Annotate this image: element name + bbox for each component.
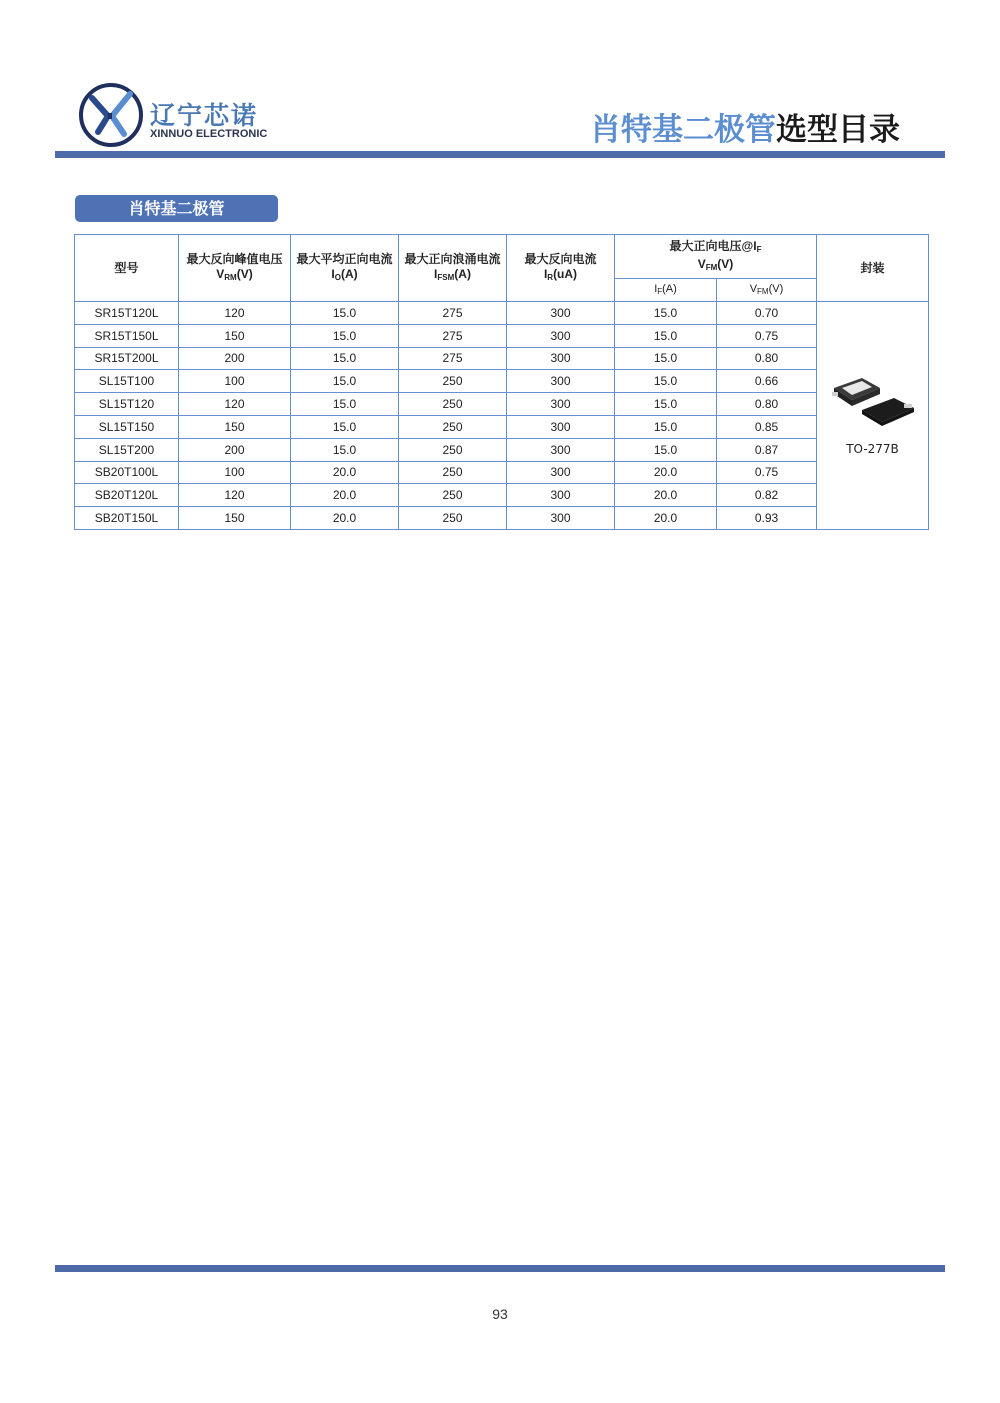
cell-model: SB20T120L <box>75 484 179 507</box>
cell-ifsm: 250 <box>399 393 507 416</box>
cell-ir: 300 <box>507 370 615 393</box>
header-if-sub: F <box>657 286 663 296</box>
header-vrrm <box>179 235 291 302</box>
cell-if: 15.0 <box>615 370 717 393</box>
header-ifsm-label: 最大正向浪涌电流 <box>404 251 501 266</box>
header-if-column <box>615 279 717 302</box>
cell-if: 20.0 <box>615 507 717 530</box>
header-vrrm-unit <box>179 267 290 285</box>
cell-ir: 300 <box>507 484 615 507</box>
table-row <box>75 415 929 438</box>
spec-table <box>74 234 929 530</box>
page-number: 93 <box>492 1306 508 1322</box>
header-vf-label <box>615 239 816 257</box>
header-vf-sub: FM <box>705 262 718 272</box>
header-ir <box>507 235 615 302</box>
header-io-unit <box>291 267 398 285</box>
cell-if: 15.0 <box>615 347 717 370</box>
cell-io: 15.0 <box>291 347 399 370</box>
brand-name-en: XINNUO ELECTRONIC <box>150 128 268 140</box>
header-vrrm-sub: RM <box>224 272 237 282</box>
header-ir-label: 最大反向电流 <box>524 251 597 266</box>
section-tab: 肖特基二极管 <box>75 195 278 222</box>
header-vf-symbol: V <box>697 256 706 271</box>
header-vfm-sub: FM <box>757 286 769 296</box>
header-divider <box>55 151 945 158</box>
cell-ir: 300 <box>507 438 615 461</box>
header-package: 封装 <box>817 235 929 302</box>
cell-model: SL15T100 <box>75 370 179 393</box>
header-ifsm-sub: FSM <box>437 272 455 282</box>
cell-ir: 300 <box>507 302 615 325</box>
table-row <box>75 484 929 507</box>
header-io-label: 最大平均正向电流 <box>296 251 393 266</box>
cell-vfm: 0.66 <box>717 370 817 393</box>
brand-name-cn: 辽宁芯诺 <box>150 101 259 130</box>
cell-vrrm: 200 <box>179 347 291 370</box>
cell-ir: 300 <box>507 324 615 347</box>
cell-ir: 300 <box>507 415 615 438</box>
header-ir-symbol: I <box>543 266 548 281</box>
cell-ifsm: 250 <box>399 461 507 484</box>
header-if-units: (A) <box>662 282 677 295</box>
cell-io: 20.0 <box>291 461 399 484</box>
cell-vrrm: 200 <box>179 438 291 461</box>
header-vf-units: (V) <box>717 256 734 271</box>
header-ifsm-unit <box>399 267 506 285</box>
cell-vrrm: 150 <box>179 415 291 438</box>
document-title <box>590 104 900 149</box>
cell-model: SR15T200L <box>75 347 179 370</box>
cell-vfm: 0.80 <box>717 393 817 416</box>
cell-model: SL15T200 <box>75 438 179 461</box>
document-title-part2: 选型目录 <box>776 112 900 148</box>
cell-io: 15.0 <box>291 415 399 438</box>
cell-vrrm: 100 <box>179 370 291 393</box>
cell-vfm: 0.75 <box>717 461 817 484</box>
cell-if: 15.0 <box>615 302 717 325</box>
cell-vfm: 0.85 <box>717 415 817 438</box>
cell-io: 15.0 <box>291 438 399 461</box>
header-ifsm-units: (A) <box>454 266 471 281</box>
header-ir-units: (uA) <box>553 266 578 281</box>
header-vfm-symbol: V <box>749 282 758 295</box>
table-row <box>75 347 929 370</box>
logo-emblem-icon <box>78 82 144 148</box>
cell-ir: 300 <box>507 461 615 484</box>
cell-vfm: 0.93 <box>717 507 817 530</box>
spec-table-body <box>75 302 929 530</box>
cell-io: 15.0 <box>291 370 399 393</box>
header-vfm-units: (V) <box>768 282 784 295</box>
header-model: 型号 <box>75 235 179 302</box>
cell-vfm: 0.75 <box>717 324 817 347</box>
cell-ifsm: 250 <box>399 415 507 438</box>
cell-io: 15.0 <box>291 324 399 347</box>
cell-if: 15.0 <box>615 324 717 347</box>
header-io-symbol: I <box>331 266 335 281</box>
header-if-symbol: I <box>654 282 658 295</box>
cell-model: SR15T120L <box>75 302 179 325</box>
header-vrrm-label: 最大反向峰值电压 <box>186 251 283 266</box>
cell-model: SL15T120 <box>75 393 179 416</box>
cell-model: SL15T150 <box>75 415 179 438</box>
header-vrrm-symbol: V <box>216 266 225 281</box>
company-logo <box>78 82 278 148</box>
cell-io: 20.0 <box>291 507 399 530</box>
cell-model: SR15T150L <box>75 324 179 347</box>
header-io <box>291 235 399 302</box>
cell-model: SB20T100L <box>75 461 179 484</box>
cell-io: 15.0 <box>291 393 399 416</box>
cell-ir: 300 <box>507 347 615 370</box>
header-ir-unit <box>507 267 614 285</box>
cell-io: 15.0 <box>291 302 399 325</box>
cell-if: 15.0 <box>615 393 717 416</box>
header-ir-sub: R <box>547 272 554 282</box>
cell-vfm: 0.82 <box>717 484 817 507</box>
header-io-units: (A) <box>340 266 358 281</box>
cell-vfm: 0.70 <box>717 302 817 325</box>
cell-ifsm: 275 <box>399 324 507 347</box>
to277b-package-image <box>828 374 918 430</box>
cell-ifsm: 275 <box>399 347 507 370</box>
header-ifsm-symbol: I <box>434 266 438 281</box>
header-vf-unit <box>615 257 816 275</box>
cell-vrrm: 120 <box>179 302 291 325</box>
cell-ir: 300 <box>507 507 615 530</box>
table-row <box>75 324 929 347</box>
cell-vrrm: 120 <box>179 393 291 416</box>
cell-ifsm: 275 <box>399 302 507 325</box>
cell-if: 20.0 <box>615 461 717 484</box>
cell-ifsm: 250 <box>399 438 507 461</box>
header-vf <box>615 235 817 279</box>
document-title-part1: 肖特基二极管 <box>590 112 776 148</box>
footer-divider <box>55 1265 945 1272</box>
table-row <box>75 438 929 461</box>
cell-ifsm: 250 <box>399 507 507 530</box>
header-vrrm-units: (V) <box>236 266 253 281</box>
table-row <box>75 302 929 325</box>
cell-io: 20.0 <box>291 484 399 507</box>
package-cell <box>817 302 929 530</box>
header-vf-label-sub: F <box>756 244 762 254</box>
cell-model: SB20T150L <box>75 507 179 530</box>
cell-if: 15.0 <box>615 438 717 461</box>
cell-vfm: 0.80 <box>717 347 817 370</box>
cell-ir: 300 <box>507 393 615 416</box>
cell-vfm: 0.87 <box>717 438 817 461</box>
cell-vrrm: 150 <box>179 507 291 530</box>
table-row <box>75 507 929 530</box>
header-vfm-column <box>717 279 817 302</box>
table-row <box>75 461 929 484</box>
cell-ifsm: 250 <box>399 370 507 393</box>
package-name: TO-277B <box>846 442 899 457</box>
cell-if: 15.0 <box>615 415 717 438</box>
table-row <box>75 393 929 416</box>
header-ifsm <box>399 235 507 302</box>
cell-ifsm: 250 <box>399 484 507 507</box>
table-row <box>75 370 929 393</box>
cell-vrrm: 100 <box>179 461 291 484</box>
cell-vrrm: 120 <box>179 484 291 507</box>
header-io-sub: O <box>334 272 341 282</box>
header-vf-label-text: 最大正向电压@I <box>669 238 757 253</box>
cell-vrrm: 150 <box>179 324 291 347</box>
cell-if: 20.0 <box>615 484 717 507</box>
